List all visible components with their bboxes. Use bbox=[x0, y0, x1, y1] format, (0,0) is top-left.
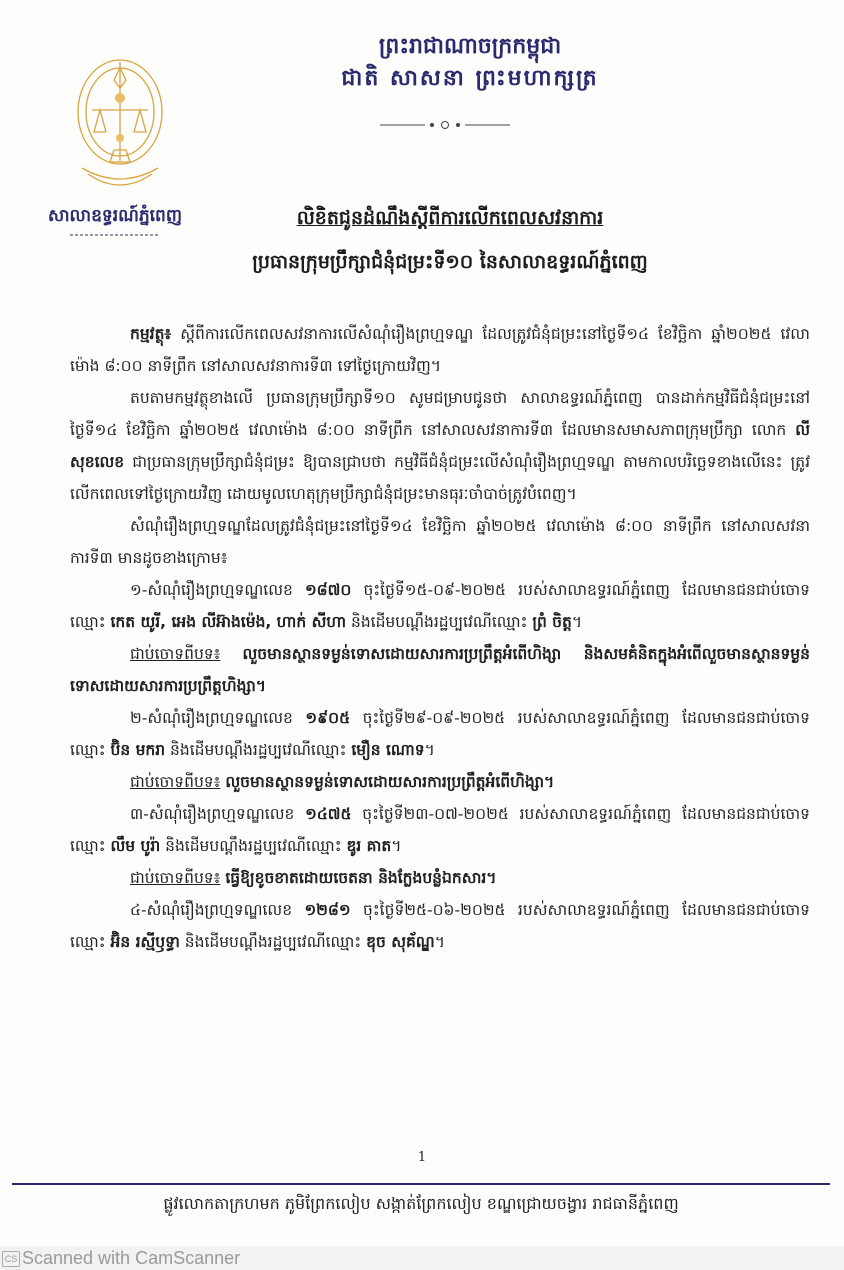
case-text: ចុះថ្ងៃទី២៩-០៩-២០២៥ របស់សាលាឧទ្ធរណ៍ភ្នំពេញ ដែលមានជនជាប់ចោទឈ្មោះ bbox=[70, 709, 810, 759]
accused-names: កេត យូរី, អេង លីអ៊ាងម៉េង, ហាក់ សីហា bbox=[110, 613, 347, 631]
charge-text: ធ្វើឱ្យខូចខាតដោយចេតនា និងក្លែងបន្លំឯកសារ។ bbox=[225, 869, 497, 887]
civil-party: ព្រំ ចិត្ត bbox=[532, 613, 572, 631]
letter-body bbox=[70, 318, 810, 958]
scanner-watermark-text: Scanned with CamScanner bbox=[22, 1248, 241, 1268]
case-text: ។ bbox=[434, 933, 445, 951]
document-title: លិខិតជូនដំណឹងស្តីពីការលើកពេលសវនាការ bbox=[296, 207, 604, 229]
case-3-charge bbox=[70, 862, 810, 894]
civil-party: ឌុច សុគ័ណ្ឌ bbox=[366, 933, 435, 951]
case-text: ២-សំណុំរឿងព្រហ្មទណ្ឌលេខ bbox=[130, 709, 306, 727]
case-text: ។ bbox=[571, 613, 583, 631]
scanner-watermark bbox=[0, 1246, 844, 1270]
notice-text-cont: ជាប្រធានក្រុមប្រឹក្សាជំនុំជម្រះ ឱ្យបានជ្រាបថា កម្មវិធីជំនុំជម្រះលើសំណុំរឿងព្រហ្មទណ្ឌ តាមកាលបរិច្ឆេទខាងលើនេះ ត្រូវលើកពេលទៅថ្ងៃក្រោយវិញ ដោយមូលហេតុក្រុមប្រឹក្សាជំនុំជម្រះមានធុរៈចាំបាច់ត្រូវបំពេញ។ bbox=[70, 453, 810, 503]
court-emblem-logo bbox=[70, 50, 170, 200]
page-number: 1 bbox=[417, 1150, 427, 1165]
accused-names: អ៊ិន រស្មីឫទ្ធា bbox=[110, 933, 180, 951]
case-text: ៤-សំណុំរឿងព្រហ្មទណ្ឌលេខ bbox=[130, 901, 305, 919]
document-subtitle: ប្រធានក្រុមប្រឹក្សាជំនុំជម្រះទី១០ នៃសាលាឧទ្ធរណ៍ភ្នំពេញ bbox=[252, 251, 648, 273]
nation-religion-king: ជាតិ សាសនា ព្រះមហាក្សត្រ bbox=[341, 65, 599, 91]
camscanner-icon: CS bbox=[2, 1251, 20, 1267]
notice-paragraph bbox=[70, 382, 810, 510]
court-name: សាលាឧទ្ធរណ៍ភ្នំពេញ bbox=[47, 206, 183, 226]
notice-text: តបតាមកម្មវត្ថុខាងលើ ប្រធានក្រុមប្រឹក្សាទី១០ សូមជម្រាបជូនថា សាលាឧទ្ធរណ៍ភ្នំពេញ បានដាក់កម្មវិធីជំនុំជម្រះនៅថ្ងៃទី១៤ ខែវិច្ឆិកា ឆ្នាំ២០២៥ វេលាម៉ោង ៨:០០ នាទីព្រឹក នៅសាលសវនាការទី៣ ដែលមានសមាសភាពក្រុមប្រឹក្សា លោក bbox=[70, 389, 810, 439]
judge-name: លី សុខលេខ bbox=[70, 421, 810, 471]
case-1 bbox=[70, 574, 810, 638]
footer-address: ផ្លូវលោកតាក្រហមក ភូមិព្រែកលៀប សង្កាត់ព្រែកលៀប ខណ្ឌជ្រោយចង្វារ រាជធានីភ្នំពេញ bbox=[163, 1194, 679, 1213]
charge-label: ជាប់ចោទពីបទ៖ bbox=[130, 869, 221, 887]
charge-label: ជាប់ចោទពីបទ៖ bbox=[130, 773, 221, 791]
charge-text: លួចមានស្ថានទម្ងន់ទោសដោយសារការប្រព្រឹត្តអំពើហិង្សា។ bbox=[225, 773, 555, 791]
case-number: ១៤៧៥ bbox=[305, 805, 352, 823]
case-text: ១-សំណុំរឿងព្រហ្មទណ្ឌលេខ bbox=[130, 581, 305, 599]
accused-names: ប៊ិន មករា bbox=[110, 741, 166, 759]
case-2 bbox=[70, 702, 810, 766]
case-4 bbox=[70, 894, 810, 958]
case-number: ១៨៧០ bbox=[304, 581, 352, 599]
case-text: ចុះថ្ងៃទី១៥-០៩-២០២៥ របស់សាលាឧទ្ធរណ៍ភ្នំពេញ ដែលមានជនជាប់ចោទឈ្មោះ bbox=[70, 581, 810, 631]
case-text: និងដើមបណ្តឹងរដ្ឋប្បវេណីឈ្មោះ bbox=[160, 837, 347, 855]
subject-paragraph bbox=[70, 318, 810, 382]
case-text: និងដើមបណ្តឹងរដ្ឋប្បវេណីឈ្មោះ bbox=[179, 933, 367, 951]
case-2-charge bbox=[70, 766, 810, 798]
civil-party: មឿន ណោទ bbox=[351, 741, 425, 759]
case-number: ១៩០៥ bbox=[305, 709, 351, 727]
kingdom-title: ព្រះរាជាណាចក្រកម្ពុជា bbox=[378, 33, 562, 59]
charge-label: ជាប់ចោទពីបទ៖ bbox=[130, 645, 221, 663]
court-name-ornament bbox=[70, 232, 160, 238]
charge-text: លួចមានស្ថានទម្ងន់ទោសដោយសារការប្រព្រឹត្តអំពើហិង្សា និងសមគំនិតក្នុងអំពើលួចមានស្ថានទម្ងន់ទោសដោយសារការប្រព្រឹត្តហិង្សា។ bbox=[70, 645, 810, 695]
case-1-charge bbox=[70, 638, 810, 702]
subject-label: កម្មវត្ថុ៖ bbox=[130, 325, 172, 343]
accused-names: លឹម បូរ៉ា bbox=[110, 837, 161, 855]
kingdom-heading bbox=[300, 30, 640, 94]
case-text: និងដើមបណ្តឹងរដ្ឋប្បវេណីឈ្មោះ bbox=[346, 613, 533, 631]
case-text: ៣-សំណុំរឿងព្រហ្មទណ្ឌលេខ bbox=[130, 805, 306, 823]
case-text: ។ bbox=[424, 741, 435, 759]
subject-text: ស្តីពីការលើកពេលសវនាការលើសំណុំរឿងព្រហ្មទណ្ឌ ដែលត្រូវជំនុំជម្រះនៅថ្ងៃទី១៤ ខែវិច្ឆិកា ឆ្នាំ២០២៥ វេលាម៉ោង ៨:០០ នាទីព្រឹក នៅសាលសវនាការទី៣ ទៅថ្ងៃក្រោយវិញ។ bbox=[70, 325, 810, 375]
case-number: ១២៨១ bbox=[304, 901, 351, 919]
cases-intro: សំណុំរឿងព្រហ្មទណ្ឌដែលត្រូវជំនុំជម្រះនៅថ្ងៃទី១៤ ខែវិច្ឆិកា ឆ្នាំ២០២៥ វេលាម៉ោង ៨:០០ នាទីព្រឹក នៅសាលសវនាការទី៣ មានដូចខាងក្រោម៖ bbox=[70, 517, 810, 567]
case-text: និងដើមបណ្តឹងរដ្ឋប្បវេណីឈ្មោះ bbox=[165, 741, 352, 759]
case-text: ចុះថ្ងៃទី២៣-០៧-២០២៥ របស់សាលាឧទ្ធរណ៍ភ្នំពេញ ដែលមានជនជាប់ចោទឈ្មោះ bbox=[70, 805, 810, 855]
footer-divider bbox=[12, 1183, 830, 1185]
civil-party: ឌូរ គាត bbox=[346, 837, 392, 855]
case-3 bbox=[70, 798, 810, 862]
ornament-divider bbox=[380, 118, 510, 132]
case-text: ។ bbox=[391, 837, 402, 855]
case-text: ចុះថ្ងៃទី២៥-០៦-២០២៥ របស់សាលាឧទ្ធរណ៍ភ្នំពេញ ដែលមានជនជាប់ចោទឈ្មោះ bbox=[70, 901, 810, 951]
